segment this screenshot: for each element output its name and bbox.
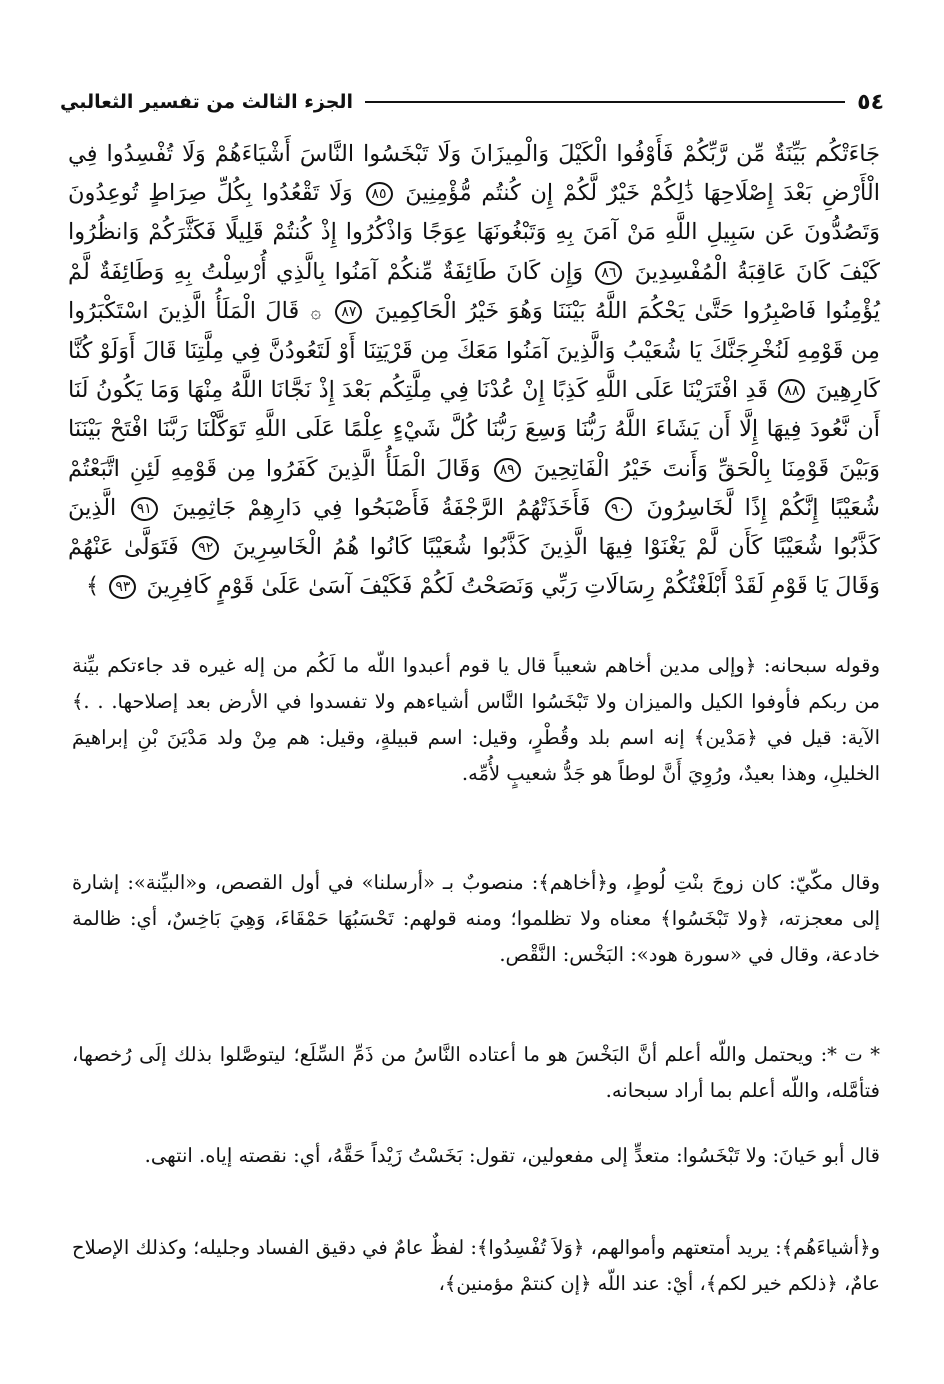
commentary-paragraph: قال أبو حَيانَ: ولا تَبْخَسُوا: متعدٍّ إلى مفعولين، تقول: بَخَسْتُ زَيْداً حَقَّهُ، أي: نقصته إياه. انتهى.: [144, 1143, 880, 1167]
verse-text: قَالَ الْمَلَأُ الَّذِينَ اسْتَكْبَرُوا مِن قَوْمِهِ لَنُخْرِجَنَّكَ يَا شُعَيْبُ وَالَّذِينَ آمَنُوا مَعَكَ مِن قَرْيَتِنَا أَوْ لَتَعُودُنَّ فِي مِلَّتِنَا قَالَ أَوَلَوْ كُنَّا كَارِهِينَ: [68, 297, 880, 404]
verse-text: قَدِ افْتَرَيْنَا عَلَى اللَّهِ كَذِبًا إِنْ عُدْنَا فِي مِلَّتِكُم بَعْدَ إِذْ نَجَّانَا اللَّهُ مِنْهَا وَمَا يَكُونُ لَنَا أَن نَّعُودَ فِيهَا إِلَّا أَن يَشَاءَ اللَّهُ رَبُّنَا وَسِعَ رَبُّنَا كُلَّ شَيْءٍ عِلْمًا عَلَى اللَّهِ تَوَكَّلْنَا رَبَّنَا افْتَحْ بَيْنَنَا وَبَيْنَ قَوْمِنَا بِالْحَقِّ وَأَنتَ خَيْرُ الْفَاتِحِينَ: [68, 377, 880, 482]
quran-verses-block: [68, 135, 880, 606]
verse-text: فَتَوَلَّىٰ عَنْهُمْ وَقَالَ يَا قَوْمِ لَقَدْ أَبْلَغْتُكُمْ رِسَالَاتِ رَبِّي وَنَصَحْتُ لَكُمْ فَكَيْفَ آسَىٰ عَلَىٰ قَوْمٍ كَافِرِينَ: [68, 534, 880, 600]
verse-number-marker: ٩٠: [605, 497, 632, 521]
verse-text: وَلَا تَقْعُدُوا بِكُلِّ صِرَاطٍ تُوعِدُونَ وَتَصُدُّونَ عَن سَبِيلِ اللَّهِ مَنْ آمَنَ بِهِ وَتَبْغُونَهَا عِوَجًا وَاذْكُرُوا إِذْ كُنتُمْ قَلِيلًا فَكَثَّرَكُمْ وَانظُرُوا كَيْفَ كَانَ عَاقِبَةُ الْمُفْسِدِينَ: [68, 180, 881, 285]
verse-number-marker: ٩٣: [109, 575, 136, 599]
running-title: الجزء الثالث من تفسير الثعالبي: [60, 91, 354, 113]
commentary-paragraph: و﴿أشياءَهُم﴾: يريد أمتعتهم وأموالهم، ﴿وَلاَ تُفْسِدُوا﴾: لفظٌ عامٌ في دقيق الفساد وجليله؛ وكذلك الإصلاح عامٌ، ﴿ذلكم خير لكم﴾، أيْ: عند اللّه ﴿إن كنتمْ مؤمنين﴾،: [72, 1235, 880, 1295]
verse-text: فَأَخَذَتْهُمُ الرَّجْفَةُ فَأَصْبَحُوا فِي دَارِهِمْ جَاثِمِينَ: [172, 494, 591, 521]
verse-number-marker: ٩٢: [192, 536, 219, 560]
verse-number-marker: ٨٧: [335, 300, 362, 324]
verse-text: وَقَالَ الْمَلَأُ الَّذِينَ كَفَرُوا مِن قَوْمِهِ لَئِنِ اتَّبَعْتُمْ شُعَيْبًا إِنَّكُمْ إِذًا لَّخَاسِرُونَ: [68, 455, 881, 521]
verse-number-marker: ٨٥: [366, 182, 393, 206]
verse-text: وَإِن كَانَ طَائِفَةٌ مِّنكُمْ آمَنُوا بِالَّذِي أُرْسِلْتُ بِهِ وَطَائِفَةٌ لَّمْ يُؤْمِنُوا فَاصْبِرُوا حَتَّىٰ يَحْكُمَ اللَّهُ بَيْنَنَا وَهُوَ خَيْرُ الْحَاكِمِينَ: [68, 258, 880, 324]
commentary-paragraph: وقوله سبحانه: ﴿وإلى مدين أخاهم شعيباً قال يا قوم أعبدوا اللّه ما لَكُم من إله غيره قد جاءتكم بيِّنة من ربكم فأوفوا الكيل والميزان ولا تَبْخَسُوا النَّاس أشياءهم ولا تفسدوا في الأرض بعد إصلاحها. . .﴾ الآية: قيل في ﴿مَدْين﴾ إنه اسم بلد وقُطْرٍ، وقيل: اسم قبيلةٍ، وقيل: هم مِنْ ولد مَدْيَنَ بْنِ إبراهيمَ الخليلِ، وهذا بعيدٌ، ورُوِيَ أَنَّ لوطاً هو جَدُّ شعيبٍ لأُمِّه.: [72, 653, 880, 785]
page-number: ٥٤: [857, 89, 884, 115]
verse-text: جَاءَتْكُم بَيِّنَةٌ مِّن رَّبِّكُمْ فَأَوْفُوا الْكَيْلَ وَالْمِيزَانَ وَلَا تَبْخَسُوا النَّاسَ أَشْيَاءَهُمْ وَلَا تُفْسِدُوا فِي الْأَرْضِ بَعْدَ إِصْلَاحِهَا ذَٰلِكُمْ خَيْرٌ لَّكُمْ إِن كُنتُم مُّؤْمِنِينَ: [68, 141, 880, 207]
verse-number-marker: ٨٨: [778, 379, 805, 403]
verse-number-marker: ٨٩: [494, 458, 521, 482]
running-header: [60, 84, 884, 120]
commentary-paragraph: * ت *: ويحتمل واللّه أعلم أنَّ البَخْسَ هو ما أعتاده النَّاسُ من ذَمِّ السِّلَع؛ ليتوصَّلوا بذلك إلَى رُخصها، فتأمَّله، واللّه أعلم بما أراد سبحانه.: [72, 1042, 880, 1102]
verse-number-marker: ٩١: [131, 497, 158, 521]
header-rule: [365, 101, 845, 103]
commentary-paragraph: وقال مكّيّ: كان زوجَ بنْتِ لُوطٍ، و﴿أخاهم﴾: منصوبٌ بـ «أرسلنا» في أول القصص، و«البيِّنة»: إشارة إلى معجزته، ﴿ولا تَبْخَسُوا﴾ معناه ولا تظلموا؛ ومنه قولهم: تَحْسَبُهَا حَمْقَاءَ، وَهِيَ بَاخِسٌ، أي: ظالمة خادعة، وقال في «سورة هود»: البَخْس: النَّقْص.: [72, 870, 880, 966]
verse-number-marker: ٨٦: [595, 261, 622, 285]
hizb-ornament-icon: ۞: [310, 301, 322, 323]
closing-bracket: ﴾: [86, 573, 100, 600]
verse-text: الَّذِينَ كَذَّبُوا شُعَيْبًا كَأَن لَّمْ يَغْنَوْا فِيهَا الَّذِينَ كَذَّبُوا شُعَيْبًا كَانُوا هُمُ الْخَاسِرِينَ: [68, 494, 880, 561]
